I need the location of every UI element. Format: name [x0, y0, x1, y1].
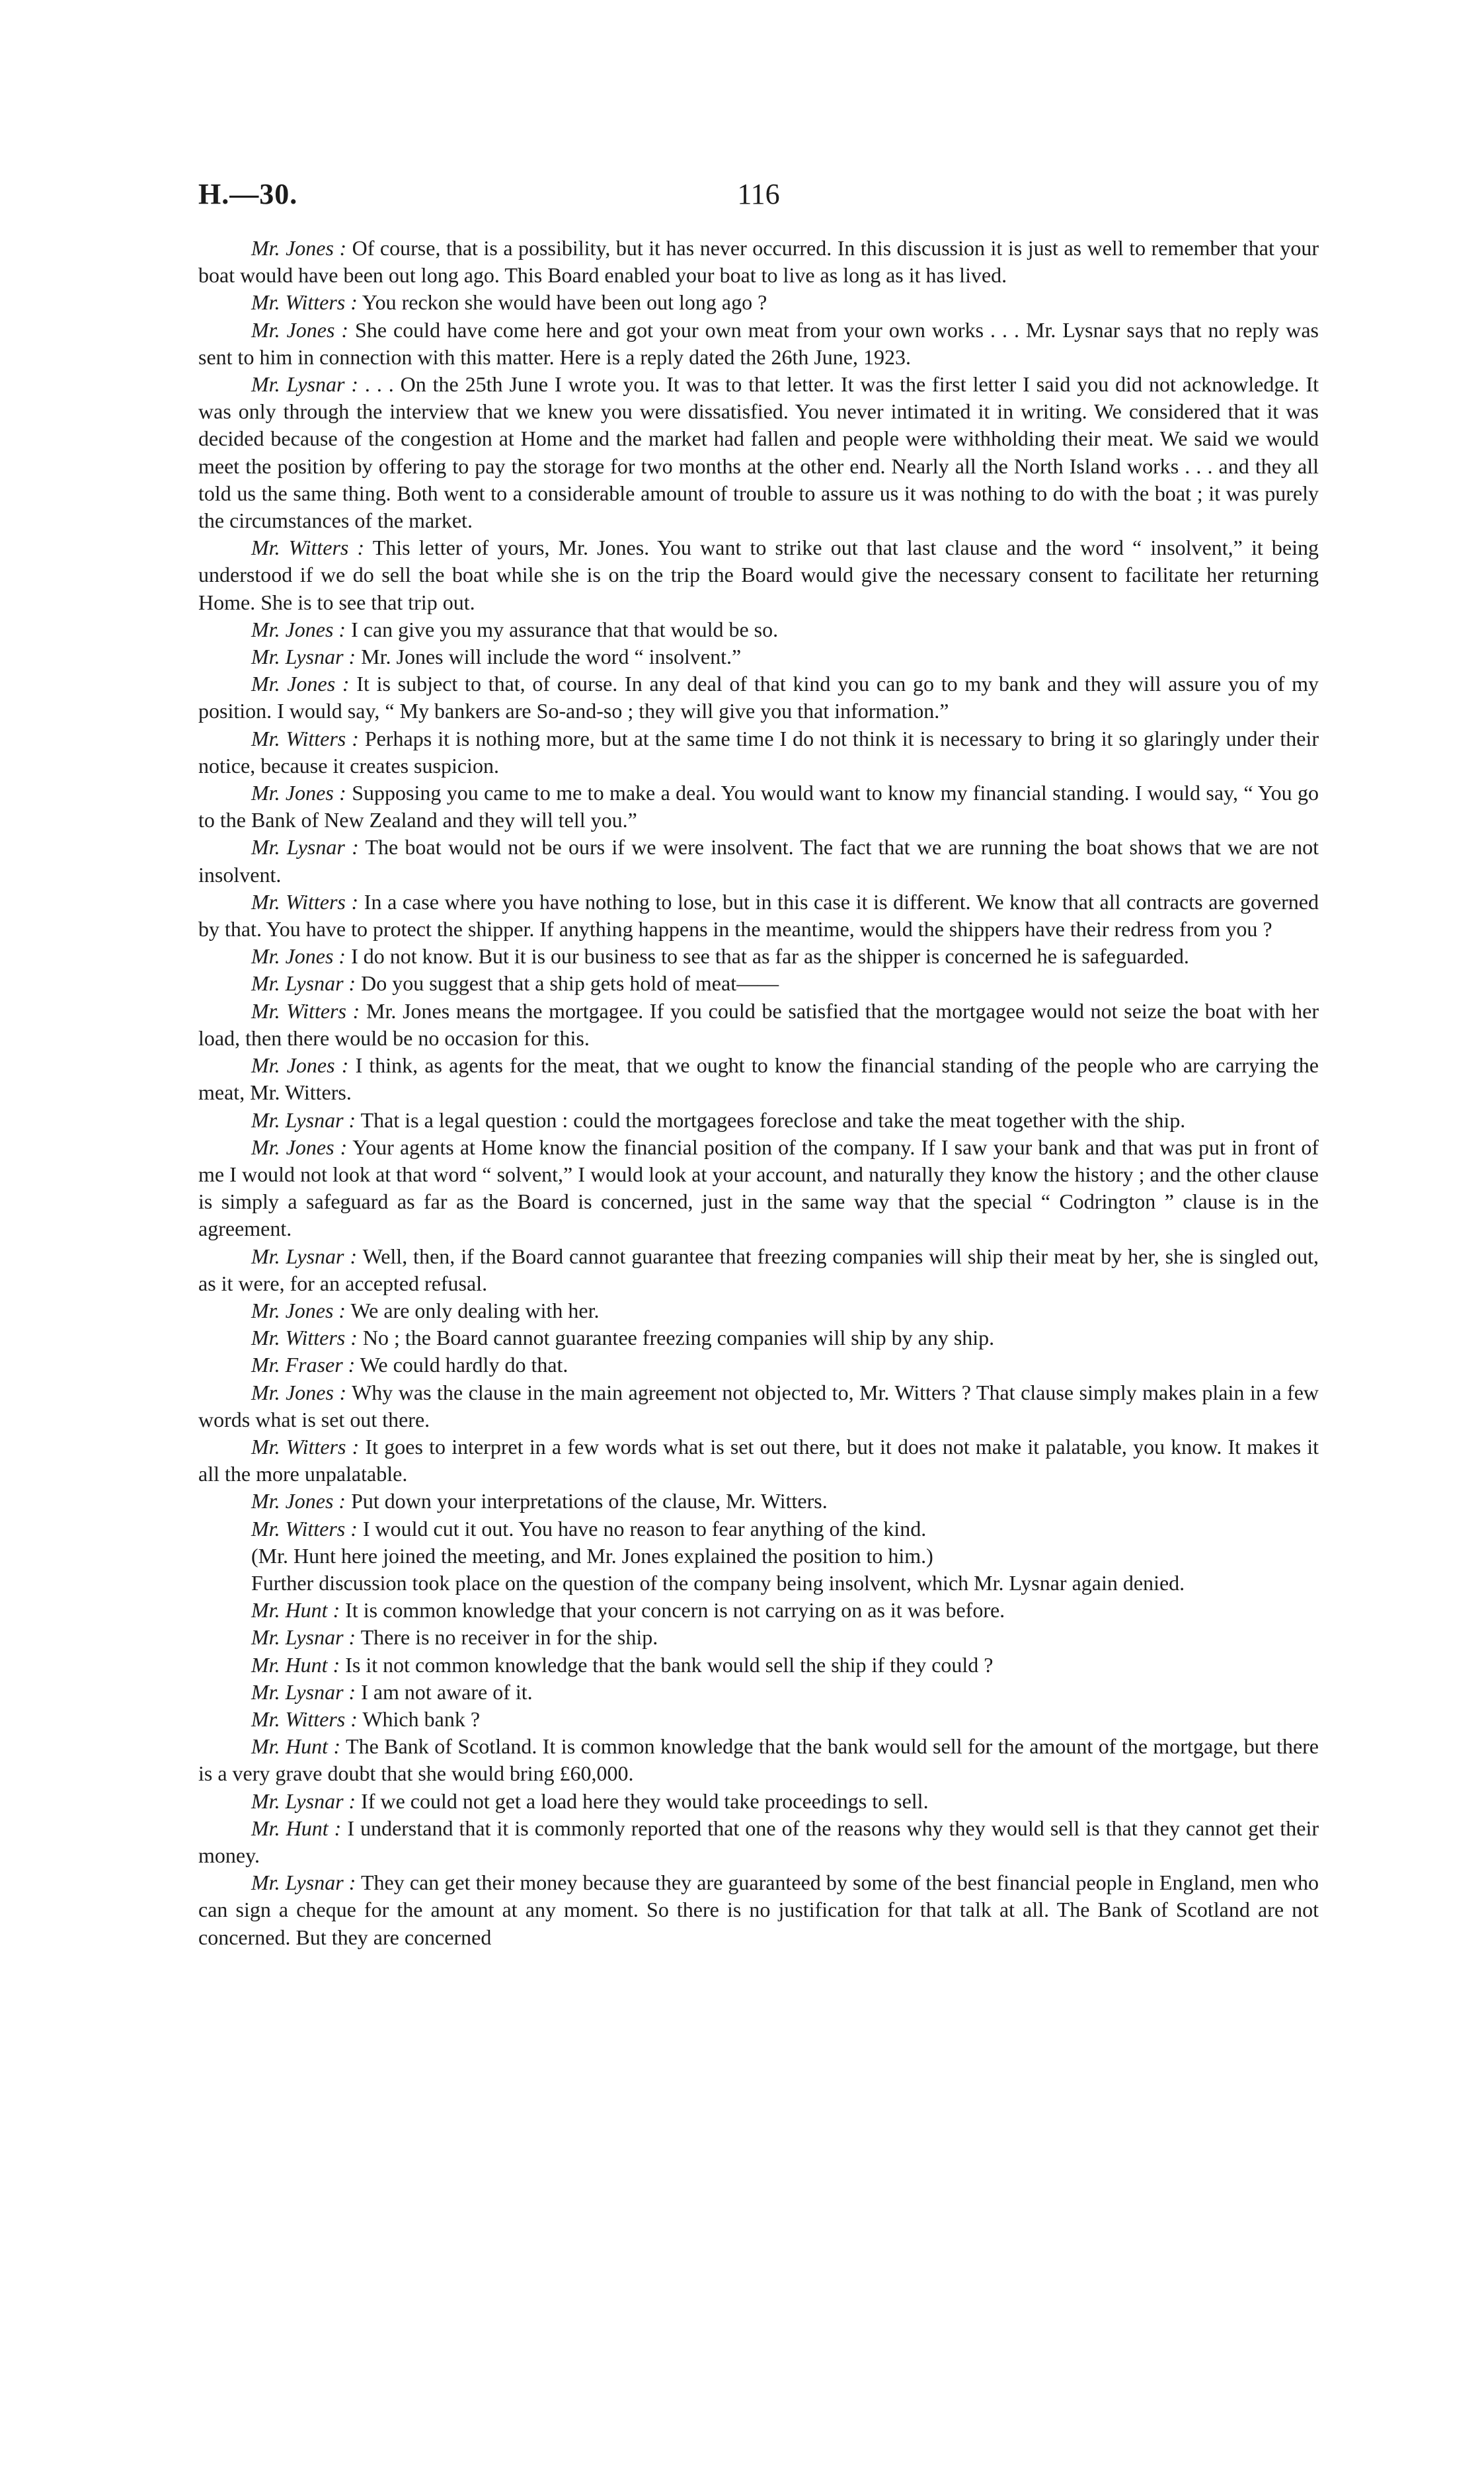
transcript-paragraph: [198, 1488, 1319, 1515]
speech-text: . . . On the 25th June I wrote you. It was to that letter. It was the first letter I said you did not acknowledge. It was only through the interview that we knew you were dissatisfied. You never intimated it in writing. We considered that it was decided because of the congestion at Home and the market had fallen and people were withholding their meat. We said we would meet the position by offering to pay the storage for two months at the other end. Nearly all the North Island works . . . and they all told us the same thing. Both went to a considerable amount of trouble to assure us it was nothing to do with the boat ; it was purely the circumstances of the market.: [198, 372, 1319, 533]
speaker-name: Mr. Jones :: [251, 1298, 346, 1322]
transcript-paragraph: [198, 1815, 1319, 1869]
speech-text: We are only dealing with her.: [346, 1298, 600, 1322]
speaker-name: Mr. Jones :: [251, 944, 346, 969]
speaker-name: Mr. Lysnar :: [251, 971, 356, 996]
transcript-paragraph: [198, 371, 1319, 534]
speech-text: I would cut it out. You have no reason to fear anything of the kind.: [357, 1516, 927, 1541]
speech-text: Do you suggest that a ship gets hold of meat——: [356, 971, 779, 996]
speaker-name: Mr. Lysnar :: [251, 1625, 356, 1650]
speaker-name: Mr. Jones :: [251, 1135, 348, 1159]
speech-text: Put down your interpretations of the clause, Mr. Witters.: [346, 1489, 828, 1513]
transcript-paragraph: [198, 1379, 1319, 1433]
speech-text: Is it not common knowledge that the bank would sell the ship if they could ?: [340, 1652, 994, 1677]
speaker-name: Mr. Witters :: [251, 290, 358, 315]
speaker-name: Mr. Witters :: [251, 889, 359, 914]
speech-text: The boat would not be ours if we were insolvent. The fact that we are running the boat shows that we are not insolvent.: [198, 835, 1319, 887]
speaker-name: Mr. Lysnar :: [251, 1107, 356, 1132]
speech-text: In a case where you have nothing to lose, but in this case it is different. We know that all contracts are governed by that. You have to protect the shipper. If anything happens in the meantime, would the shippers have their redress from you ?: [198, 889, 1319, 942]
speech-text: Well, then, if the Board cannot guarantee that freezing companies will ship their meat by her, she is singled out, as it were, for an accepted refusal.: [198, 1244, 1319, 1295]
speaker-name: Mr. Lysnar :: [251, 1870, 356, 1895]
speech-text: It is subject to that, of course. In any deal of that kind you can go to my bank and they will assure you of my position. I would say, “ My bankers are So-and-so ; they will give you that information.”: [198, 672, 1319, 723]
speech-text: I am not aware of it.: [356, 1679, 533, 1704]
speech-text: Supposing you came to me to make a deal. You would want to know my financial standing. I would say, “ You go to the Bank of New Zealand and they will tell you.”: [198, 781, 1319, 832]
speaker-name: Mr. Jones :: [251, 672, 350, 696]
speech-text: I can give you my assurance that that would be so.: [346, 617, 779, 641]
speaker-name: Mr. Hunt :: [251, 1734, 341, 1759]
transcript-paragraph: [198, 998, 1319, 1052]
document-code: H.—30.: [198, 178, 298, 210]
speech-text: Why was the clause in the main agreement not objected to, Mr. Witters ? That clause simply makes plain in a few words what is set out there.: [198, 1380, 1319, 1431]
speaker-name: Mr. Witters :: [251, 726, 359, 750]
speaker-name: Mr. Jones :: [251, 317, 349, 342]
speech-text: Your agents at Home know the financial position of the company. If I saw your bank and that was put in front of me I would not look at that word “ solvent,” I would look at your account, and naturally they know the history ; and the other clause is simply a safeguard as far as the Board is concerned, just in the same way that the special “ Codrington ” clause is in the agreement.: [198, 1135, 1319, 1241]
speaker-name: Mr. Witters :: [251, 1707, 358, 1731]
speaker-name: Mr. Witters :: [251, 536, 365, 560]
speech-text: If we could not get a load here they would take proceedings to sell.: [356, 1789, 929, 1813]
speech-text: We could hardly do that.: [355, 1353, 568, 1377]
transcript-paragraph: [198, 670, 1319, 725]
speech-text: I understand that it is commonly reported that one of the reasons why they would sell is that they cannot get their money.: [198, 1816, 1319, 1867]
transcript-paragraph: [198, 1624, 1319, 1651]
speaker-name: Mr. Fraser :: [251, 1353, 356, 1377]
speaker-name: Mr. Jones :: [251, 236, 347, 260]
speaker-name: Mr. Hunt :: [251, 1598, 340, 1623]
speech-text: She could have come here and got your own meat from your own works . . . Mr. Lysnar says that no reply was sent to him in connection with this matter. Here is a reply dated the 26th June, 1923.: [198, 317, 1319, 369]
transcript-paragraph: [198, 643, 1319, 670]
speaker-name: Mr. Lysnar :: [251, 1244, 358, 1268]
transcript-paragraph: [198, 780, 1319, 834]
transcript-paragraph: [198, 1324, 1319, 1351]
speaker-name: Mr. Jones :: [251, 1380, 347, 1404]
transcript-paragraph: [198, 970, 1319, 997]
transcript-paragraph: [198, 1733, 1319, 1787]
speaker-name: Mr. Hunt :: [251, 1652, 340, 1677]
speech-text: There is no receiver in for the ship.: [356, 1625, 658, 1650]
speech-text: This letter of yours, Mr. Jones. You want to strike out that last clause and the word “ insolvent,” it being understood if we do sell the boat while she is on the trip the Board would give the necessary consent to facilitate her returning Home. She is to see that trip out.: [198, 536, 1319, 614]
speech-text: The Bank of Scotland. It is common knowledge that the bank would sell for the amount of the mortgage, but there is a very grave doubt that she would bring £60,000.: [198, 1734, 1319, 1786]
speech-text: No ; the Board cannot guarantee freezing companies will ship by any ship.: [357, 1326, 995, 1350]
speech-text: You reckon she would have been out long ago ?: [357, 290, 767, 315]
speaker-name: Mr. Witters :: [251, 1434, 360, 1459]
transcript-paragraph: [198, 289, 1319, 316]
page-header: [198, 177, 1319, 223]
speech-text: Of course, that is a possibility, but it has never occurred. In this discussion it is just as well to remember that your boat would have been out long ago. This Board enabled your boat to live as long as it has lived.: [198, 236, 1319, 288]
transcript-paragraph: [198, 725, 1319, 780]
transcript-body: [198, 235, 1319, 1951]
transcript-paragraph: [198, 1543, 1319, 1570]
speech-text: Perhaps it is nothing more, but at the same time I do not think it is necessary to bring it so glaringly under their notice, because it creates suspicion.: [198, 726, 1319, 778]
page-number: 116: [737, 178, 780, 210]
transcript-paragraph: [198, 1107, 1319, 1134]
transcript-paragraph: [198, 1243, 1319, 1297]
transcript-paragraph: [198, 1297, 1319, 1324]
speech-text: Mr. Jones will include the word “ insolvent.”: [356, 645, 742, 669]
speech-text: It is common knowledge that your concern is not carrying on as it was before.: [340, 1598, 1005, 1623]
transcript-paragraph: [198, 1433, 1319, 1488]
transcript-paragraph: [198, 1788, 1319, 1815]
transcript-paragraph: [198, 1515, 1319, 1543]
speaker-name: Mr. Lysnar :: [251, 835, 359, 860]
speaker-name: Mr. Lysnar :: [251, 1679, 356, 1704]
transcript-paragraph: [198, 1652, 1319, 1679]
speech-text: Mr. Jones means the mortgagee. If you could be satisfied that the mortgagee would not seize the boat with her load, then there would be no occasion for this.: [198, 998, 1319, 1050]
transcript-paragraph: [198, 1052, 1319, 1106]
transcript-paragraph: [198, 1351, 1319, 1379]
transcript-paragraph: [198, 1869, 1319, 1951]
speaker-name: Mr. Jones :: [251, 1053, 349, 1078]
transcript-paragraph: [198, 943, 1319, 970]
transcript-paragraph: [198, 616, 1319, 643]
speaker-name: Mr. Lysnar :: [251, 1789, 356, 1813]
transcript-paragraph: [198, 1679, 1319, 1706]
speaker-name: Mr. Witters :: [251, 1516, 358, 1541]
transcript-paragraph: [198, 534, 1319, 616]
transcript-paragraph: [198, 1706, 1319, 1733]
speech-text: (Mr. Hunt here joined the meeting, and Mr. Jones explained the position to him.): [251, 1543, 933, 1568]
speaker-name: Mr. Jones :: [251, 617, 346, 641]
speech-text: They can get their money because they are guaranteed by some of the best financial people in England, men who can sign a cheque for the amount at any moment. So there is no justification for that talk at all. The Bank of Scotland are not concerned. But they are concerned: [198, 1870, 1319, 1949]
speaker-name: Mr. Jones :: [251, 781, 346, 805]
speaker-name: Mr. Lysnar :: [251, 372, 358, 397]
speech-text: Further discussion took place on the question of the company being insolvent, which Mr. Lysnar again denied.: [251, 1570, 1185, 1595]
transcript-paragraph: [198, 1134, 1319, 1243]
speaker-name: Mr. Witters :: [251, 998, 360, 1023]
speaker-name: Mr. Hunt :: [251, 1816, 342, 1840]
speaker-name: Mr. Jones :: [251, 1489, 346, 1513]
transcript-paragraph: [198, 834, 1319, 888]
speech-text: I think, as agents for the meat, that we ought to know the financial standing of the people who are carrying the meat, Mr. Witters.: [198, 1053, 1319, 1105]
speaker-name: Mr. Witters :: [251, 1326, 358, 1350]
speech-text: It goes to interpret in a few words what is set out there, but it does not make it palatable, you know. It makes it all the more unpalatable.: [198, 1434, 1319, 1486]
transcript-paragraph: [198, 317, 1319, 371]
speaker-name: Mr. Lysnar :: [251, 645, 356, 669]
transcript-paragraph: [198, 235, 1319, 289]
transcript-paragraph: [198, 1597, 1319, 1624]
transcript-paragraph: [198, 1570, 1319, 1597]
speech-text: I do not know. But it is our business to see that as far as the shipper is concerned he is safeguarded.: [346, 944, 1189, 969]
speech-text: That is a legal question : could the mortgagees foreclose and take the meat together with the ship.: [356, 1107, 1186, 1132]
transcript-paragraph: [198, 889, 1319, 943]
speech-text: Which bank ?: [357, 1707, 481, 1731]
